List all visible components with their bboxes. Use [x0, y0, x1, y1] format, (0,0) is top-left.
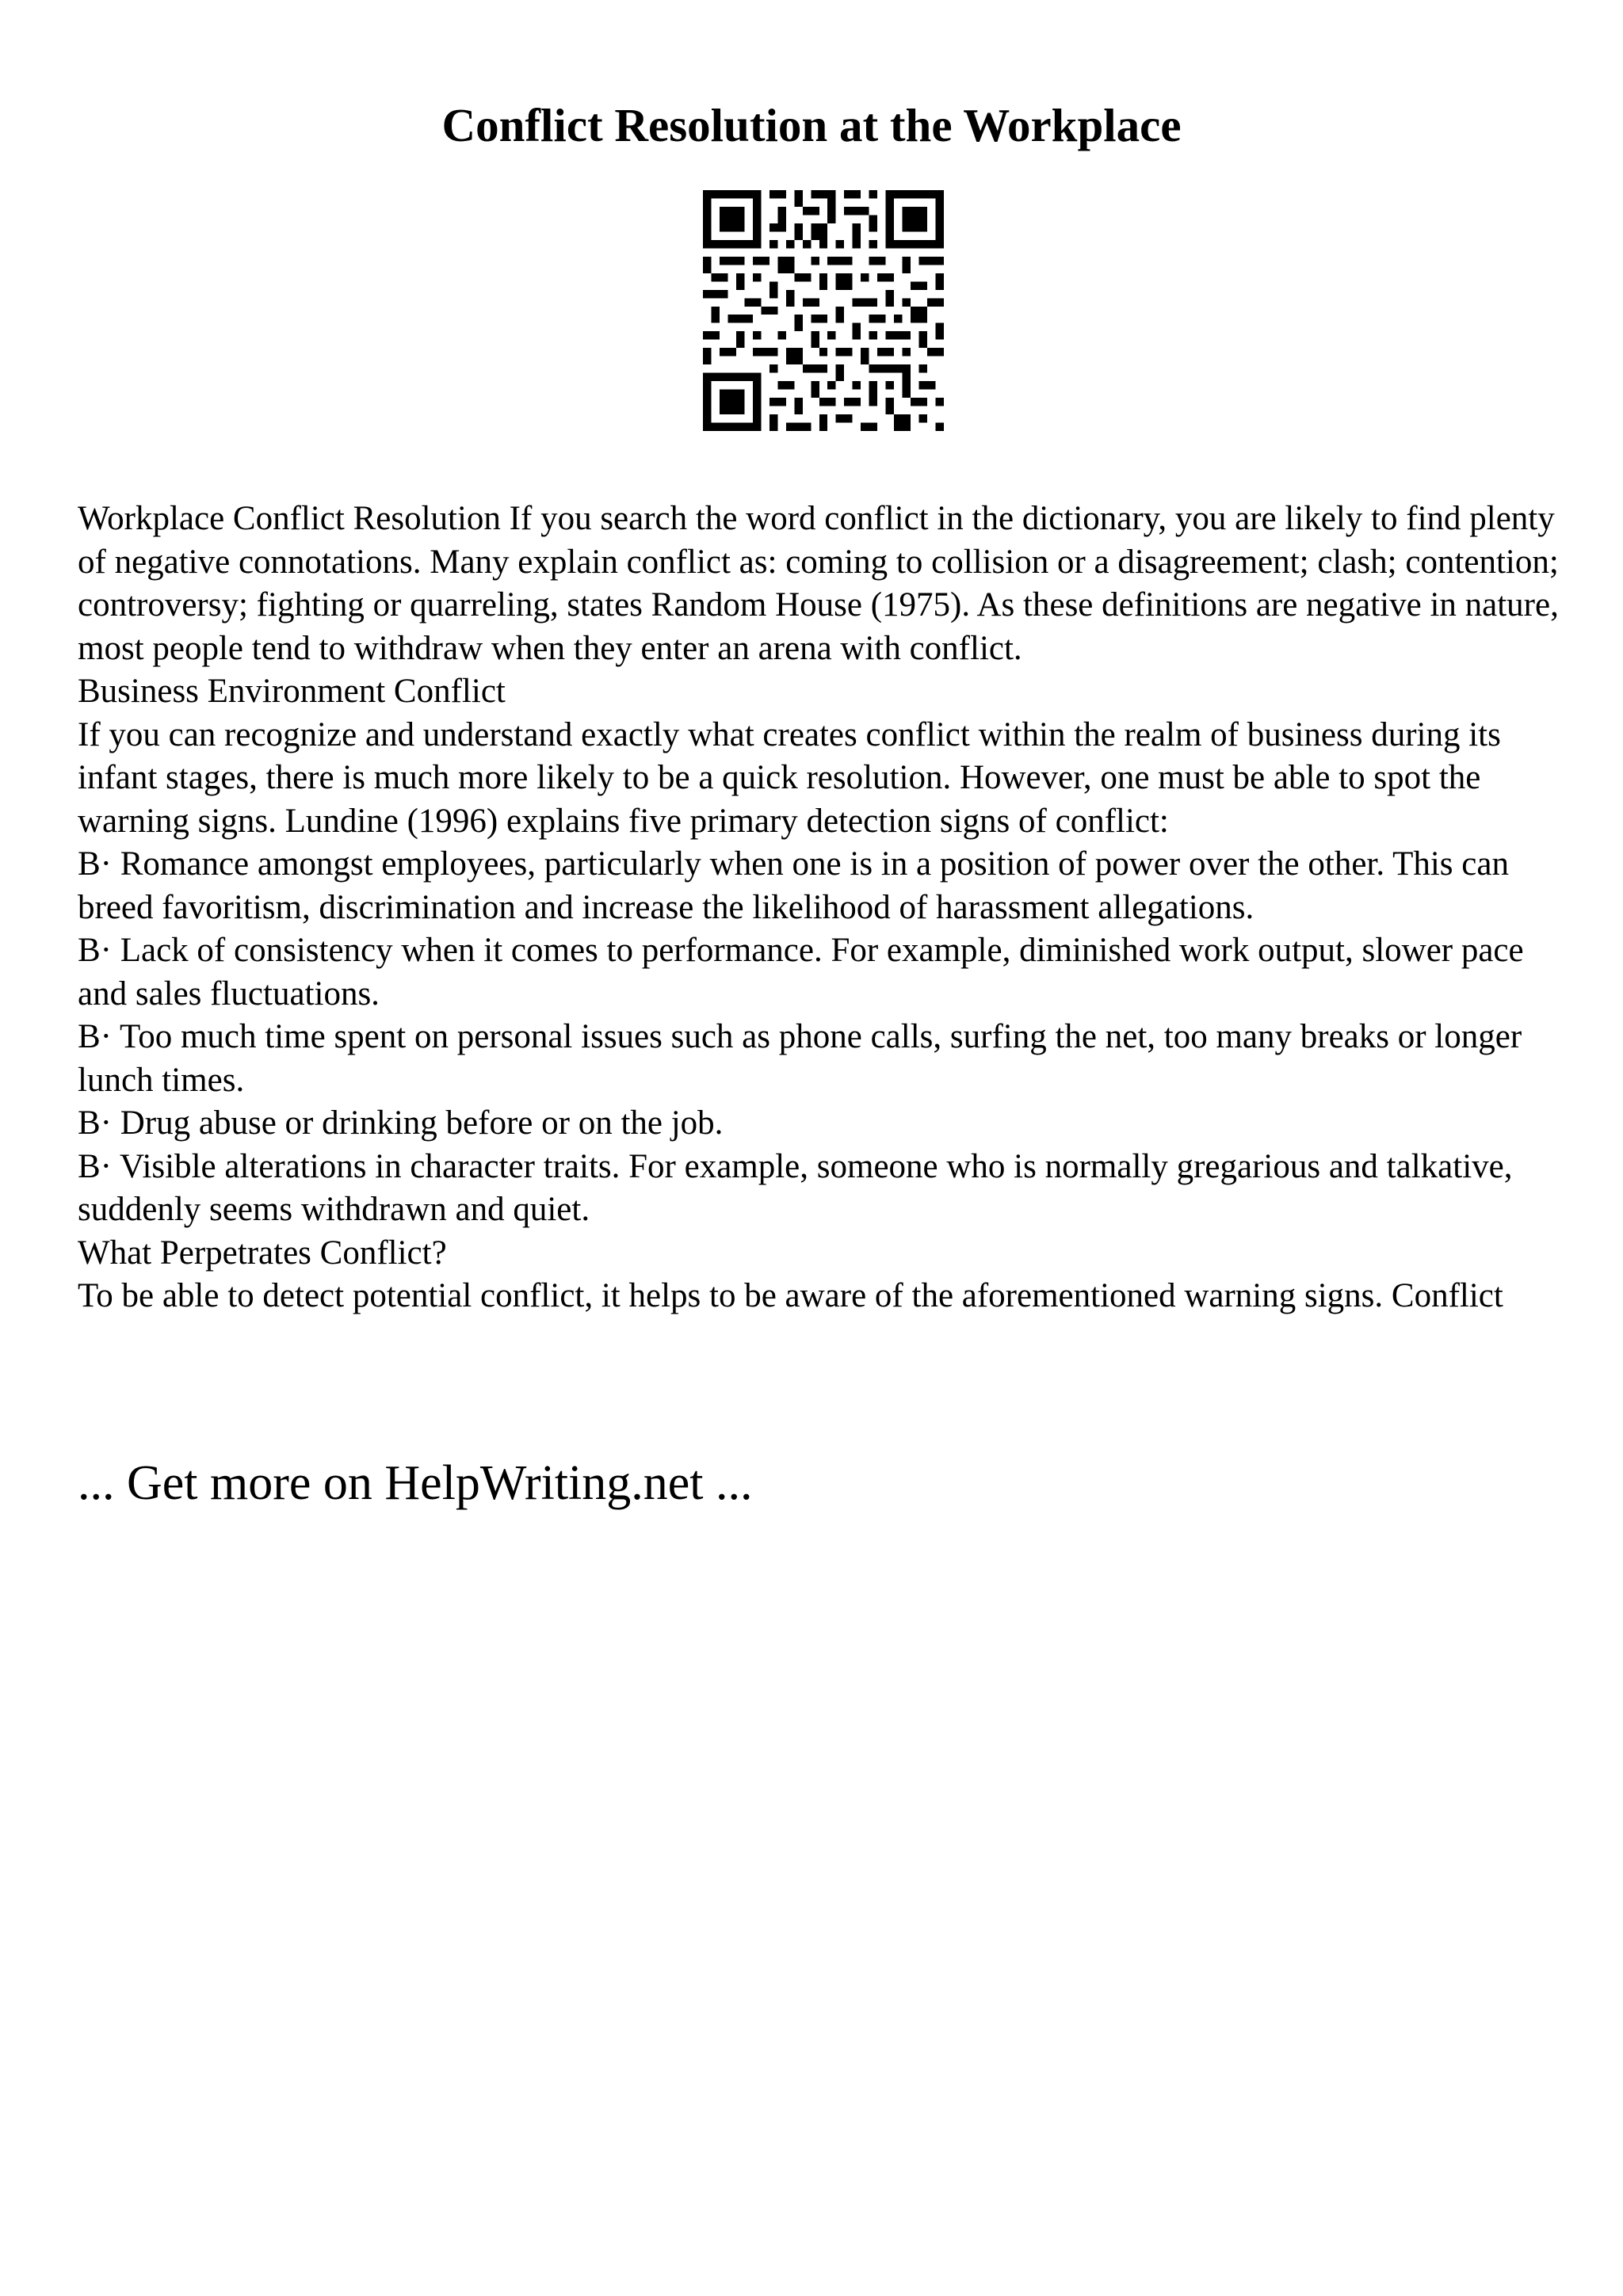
get-more-link[interactable]: ... Get more on HelpWriting.net ...: [78, 1456, 753, 1510]
heading-what-perpetrates-conflict: What Perpetrates Conflict?: [78, 1234, 447, 1272]
paragraph-warning-signs: If you can recognize and understand exactly what creates conflict within the realm of business during its infant stages, there is much more likely to be a quick resolution. However, one must be able to spot the warning signs. Lundine (1996) explains five primary detection signs of conflict:: [78, 715, 1501, 840]
heading-business-environment-conflict: Business Environment Conflict: [78, 673, 506, 710]
paragraph-detect-conflict: To be able to detect potential conflict, it helps to be aware of the aforementioned warning signs. Conflict: [78, 1277, 1503, 1314]
list-item: B· Too much time spent on personal issues such as phone calls, surfing the net, too many breaks or longer lunch times.: [78, 1018, 1522, 1099]
list-item: B· Lack of consistency when it comes to performance. For example, diminished work output, slower pace and sales fluctuations.: [78, 932, 1524, 1013]
list-item: B· Drug abuse or drinking before or on the job.: [78, 1104, 724, 1142]
article-body: [78, 498, 1568, 1318]
qr-code-icon: [703, 190, 944, 431]
paragraph-intro: Workplace Conflict Resolution If you search the word conflict in the dictionary, you are likely to find plenty of negative connotations. Many explain conflict as: coming to collision or a disagreement; clash; contention; controversy; fighting or quarreling, states Random House (1975). As these definitions are negative in nature, most people tend to withdraw when they enter an arena with conflict.: [78, 500, 1559, 667]
page-title: Conflict Resolution at the Workplace: [441, 99, 1182, 151]
list-item: B· Romance amongst employees, particularly when one is in a position of power over the other. This can breed favoritism, discrimination and increase the likelihood of harassment allegations.: [78, 845, 1509, 926]
list-item: B· Visible alterations in character traits. For example, someone who is normally gregarious and talkative, suddenly seems withdrawn and quiet.: [78, 1147, 1513, 1228]
